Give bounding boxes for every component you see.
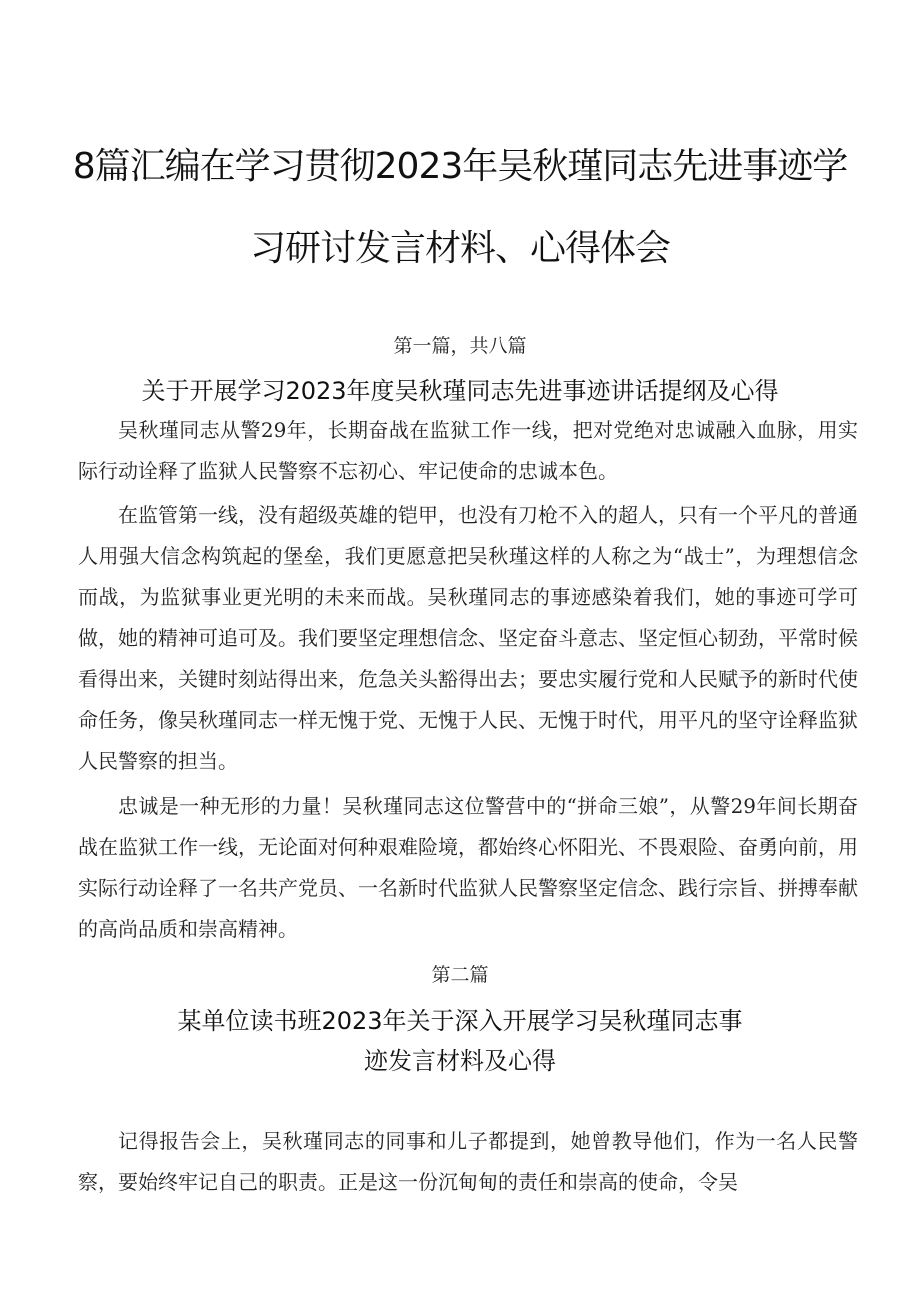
- section-1-paragraph-3: 忠诚是一种无形的力量！吴秋瑾同志这位警营中的“拼命三娘”，从警29年间长期奋战在监狱工作一线，无论面对何种艰难险境，都始终心怀阳光、不畏艰险、奋勇向前，用实际行动诠释了一名共产党员、一名新时代监狱人民警察坚定信念、践行宗旨、拼搏奉献的高尚品质和崇高精神。: [78, 794, 858, 941]
- document-title-line-2: 习研讨发言材料、心得体会: [249, 228, 670, 269]
- section-1-label: 第一篇，共八篇: [393, 335, 527, 357]
- section-2-label: 第二篇: [431, 964, 489, 986]
- section-1-paragraph-1: 吴秋瑾同志从警29年，长期奋战在监狱工作一线，把对党绝对忠诚融入血脉，用实际行动诠释了监狱人民警察不忘初心、牢记使命的忠诚本色。: [78, 418, 858, 483]
- section-1-title: 关于开展学习2023年度吴秋瑾同志先进事迹讲话提纲及心得: [141, 377, 779, 405]
- section-2-title-line-2: 迹发言材料及心得: [364, 1047, 556, 1075]
- section-2-title-line-1: 某单位读书班2023年关于深入开展学习吴秋瑾同志事: [177, 1007, 743, 1035]
- document-title-line-1: 8篇汇编在学习贯彻2023年吴秋瑾同志先进事迹学: [72, 146, 848, 187]
- section-2-paragraph-1: 记得报告会上，吴秋瑾同志的同事和儿子都提到，她曾教导他们，作为一名人民警察，要始终牢记自己的职责。正是这一份沉甸甸的责任和崇高的使命，令吴: [78, 1129, 858, 1194]
- section-1-paragraph-2: 在监管第一线，没有超级英雄的铠甲，也没有刀枪不入的超人，只有一个平凡的普通人用强大信念构筑起的堡垒，我们更愿意把吴秋瑾这样的人称之为“战士”，为理想信念而战，为监狱事业更光明的未来而战。吴秋瑾同志的事迹感染着我们，她的事迹可学可做，她的精神可追可及。我们要坚定理想信念、坚定奋斗意志、坚定恒心韧劲，平常时候看得出来，关键时刻站得出来，危急关头豁得出去；要忠实履行党和人民赋予的新时代使命任务，像吴秋瑾同志一样无愧于党、无愧于人民、无愧于时代，用平凡的坚守诠释监狱人民警察的担当。: [78, 503, 858, 773]
